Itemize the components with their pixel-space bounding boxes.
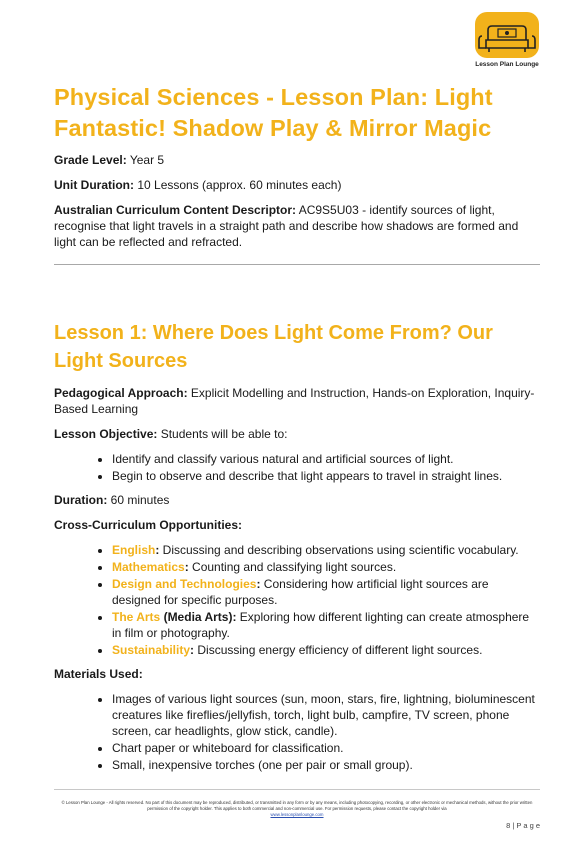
materials-list	[54, 691, 540, 773]
lesson-duration-label: Duration:	[54, 493, 108, 507]
logo	[474, 10, 540, 68]
list-item	[112, 576, 540, 608]
subject-suffix: :	[184, 560, 189, 574]
lesson-objective	[54, 426, 540, 442]
page-number: 8 | P a g e	[506, 821, 540, 830]
subject-text: Exploring how different lighting can create atmosphere in film or photography.	[112, 610, 530, 640]
pedagogical-approach-value: Explicit Modelling and Instruction, Hands-on Exploration, Inquiry-Based Learning	[54, 386, 535, 416]
footer	[54, 800, 540, 818]
subject-suffix: :	[155, 543, 160, 557]
subject-name: Sustainability	[112, 643, 191, 657]
pedagogical-approach-label: Pedagogical Approach:	[54, 386, 188, 400]
materials-label: Materials Used:	[54, 667, 143, 681]
unit-duration	[54, 177, 540, 193]
pedagogical-approach	[54, 385, 540, 417]
materials-heading	[54, 666, 540, 682]
list-item	[112, 609, 540, 641]
sofa-logo-icon	[474, 10, 540, 60]
subject-suffix: :	[190, 643, 195, 657]
curriculum-descriptor-value: AC9S5U03 - identify sources of light, recognise that light travels in a straight path and describe how shadows are formed and light can be reflected and refracted.	[54, 203, 519, 249]
cross-curriculum-list	[54, 542, 540, 658]
list-item: • Chart paper or whiteboard for classification.	[112, 740, 540, 756]
subject-text: Discussing and describing observations using scientific vocabulary.	[159, 543, 519, 557]
page-title: Physical Sciences - Lesson Plan: Light Fantastic! Shadow Play & Mirror Magic	[54, 84, 493, 141]
grade-level	[54, 152, 540, 168]
subject-name: Design and Technologies	[112, 577, 257, 591]
logo-text: Lesson Plan Lounge	[475, 61, 539, 68]
list-item: • Begin to observe and describe that light appears to travel in straight lines.	[112, 468, 540, 484]
lesson-heading: Lesson 1: Where Does Light Come From? Our Light Sources	[54, 322, 493, 372]
subject-text: Discussing energy efficiency of different light sources.	[194, 643, 483, 657]
lesson-objective-value: Students will be able to:	[157, 427, 288, 441]
copyright-text: © Lesson Plan Lounge - All rights reserved. No part of this document may be reproduced, distributed, or transmitted in any form or by any means, including photocopying, recording, or other electronic or mechanical methods, without the prior written permission of the copyright holder. This applies to both commercial and non-commercial use. For permission requests, please contact the copyright holder via	[61, 800, 533, 811]
list-item: • Identify and classify various natural and artificial sources of light.	[112, 451, 540, 467]
curriculum-descriptor	[54, 202, 540, 250]
website-link[interactable]: www.lessonplanlounge.com	[270, 812, 324, 817]
cross-curriculum-heading	[54, 517, 540, 533]
footer-divider	[54, 789, 540, 790]
document-body	[54, 82, 540, 781]
unit-duration-value: 10 Lessons (approx. 60 minutes each)	[134, 178, 342, 192]
subject-name: The Arts	[112, 610, 161, 624]
list-item	[112, 642, 540, 658]
list-item	[112, 559, 540, 575]
list-item	[112, 542, 540, 558]
grade-level-value: Year 5	[126, 153, 165, 167]
subject-name: English	[112, 543, 156, 557]
list-item: • Images of various light sources (sun, moon, stars, fire, lightning, bioluminescent creatures like fireflies/jellyfish, torch, light bulb, campfire, TV screen, phone screen, car headlights, glow stick, candle).	[112, 691, 540, 739]
lesson-duration	[54, 492, 540, 508]
spacer	[54, 265, 540, 319]
lesson-objective-label: Lesson Objective:	[54, 427, 158, 441]
unit-duration-label: Unit Duration:	[54, 178, 134, 192]
subject-suffix: (Media Arts):	[160, 610, 237, 624]
subject-text: Counting and classifying light sources.	[188, 560, 397, 574]
objectives-list	[54, 451, 540, 484]
list-item: • Small, inexpensive torches (one per pair or small group).	[112, 757, 540, 773]
grade-level-label: Grade Level:	[54, 153, 127, 167]
subject-text: Considering how artificial light sources are designed for specific purposes.	[112, 577, 489, 607]
subject-name: Mathematics	[112, 560, 185, 574]
cross-curriculum-label: Cross-Curriculum Opportunities:	[54, 518, 243, 532]
lesson-duration-value: 60 minutes	[107, 493, 170, 507]
curriculum-descriptor-label: Australian Curriculum Content Descriptor:	[54, 203, 297, 217]
subject-suffix: :	[256, 577, 261, 591]
